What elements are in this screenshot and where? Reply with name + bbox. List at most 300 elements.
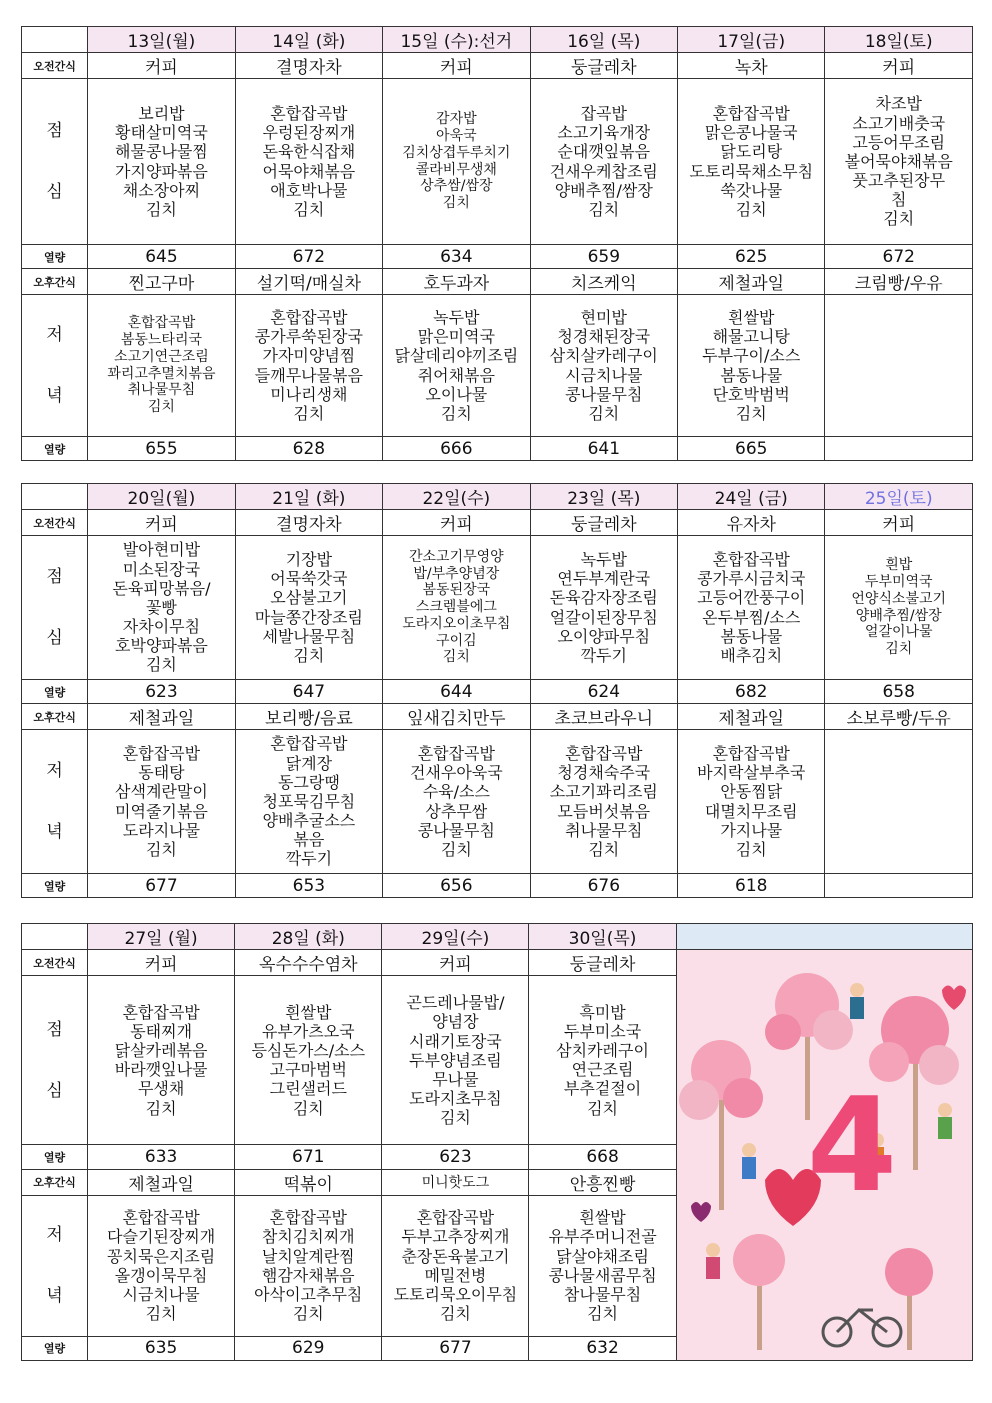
menu-item: 혼합잡곡밥 xyxy=(270,307,348,327)
kcal-label: 열량 xyxy=(22,245,88,269)
dinner-menu-cell xyxy=(825,295,973,437)
menu-item: 두부미소국 xyxy=(563,1021,642,1041)
date-cell: 29일(수) xyxy=(382,924,529,950)
menu-item: 청경채숙주국 xyxy=(557,763,651,783)
menu-item: 봄동나물 xyxy=(720,626,783,646)
menu-item: 순대깻잎볶음 xyxy=(557,142,651,162)
menu-item: 닭살야채조림 xyxy=(556,1246,649,1266)
dinner-label-bottom: 녁 xyxy=(46,1286,63,1307)
kcal-cell: 645 xyxy=(88,245,235,269)
menu-item: 소고기육개장 xyxy=(557,123,651,143)
menu-item: 취나물무침 xyxy=(127,382,196,399)
menu-item: 고등어무조림 xyxy=(852,132,946,152)
menu-item: 배추김치 xyxy=(720,645,783,665)
menu-item: 쑥갓나물 xyxy=(720,180,783,200)
date-cell: 23일 (목) xyxy=(530,484,677,510)
lunch-menu-cell xyxy=(530,536,677,680)
dinner-menu-cell xyxy=(88,295,235,437)
kcal-label: 열량 xyxy=(22,874,88,898)
pm-snack-cell: 소보루빵/두유 xyxy=(825,704,973,730)
am-snack-cell: 둥글레차 xyxy=(530,53,677,79)
menu-item: 소고기배춧국 xyxy=(852,113,946,133)
kcal-cell: 677 xyxy=(382,1336,529,1360)
kcal-cell: 628 xyxy=(235,437,382,461)
menu-item: 흰쌀밥 xyxy=(285,1002,332,1022)
kcal-cell: 658 xyxy=(825,680,973,704)
date-cell: 15일 (수):선거 xyxy=(383,27,530,53)
menu-item: 아욱국 xyxy=(436,127,477,144)
menu-item: 혼합잡곡밥 xyxy=(127,315,196,332)
menu-item: 봄동된장국 xyxy=(422,582,491,599)
menu-item: 흑미밥 xyxy=(579,1002,626,1022)
menu-item: 스크렘블에그 xyxy=(415,599,497,616)
am-snack-row xyxy=(22,950,973,976)
lunch-label-top: 점 xyxy=(46,1019,63,1040)
menu-item: 김치 xyxy=(735,839,767,859)
lunch-label-top: 점 xyxy=(46,120,63,141)
lunch-label xyxy=(22,536,88,680)
date-header-row xyxy=(22,484,973,510)
menu-item: 발아현미밥 xyxy=(122,540,201,560)
lunch-label-bottom: 심 xyxy=(46,1080,63,1101)
menu-item: 부추겉절이 xyxy=(563,1079,642,1099)
menu-item: 쥐어채볶음 xyxy=(417,365,495,385)
am-snack-cell: 커피 xyxy=(88,950,235,976)
pm-snack-label: 오후간식 xyxy=(22,1169,88,1195)
menu-item: 혼합잡곡밥 xyxy=(270,103,348,123)
menu-item: 감자밥 xyxy=(436,111,477,128)
pm-snack-cell: 치즈케익 xyxy=(530,269,677,295)
menu-item: 소고기꽈리조림 xyxy=(549,782,658,802)
menu-item: 밥/부추양념장 xyxy=(413,565,500,582)
menu-item: 유부주머니전골 xyxy=(548,1227,657,1247)
am-snack-cell: 옥수수수염차 xyxy=(235,950,382,976)
menu-item: 메밀전병 xyxy=(424,1265,487,1285)
menu-item: 혼합잡곡밥 xyxy=(416,1208,495,1228)
menu-item: 우렁된장찌개 xyxy=(262,123,356,143)
menu-item: 혼합잡곡밥 xyxy=(712,743,790,763)
menu-item: 김치 xyxy=(440,403,472,423)
menu-item: 볶음 xyxy=(293,830,325,850)
menu-item: 혼합잡곡밥 xyxy=(712,549,790,569)
menu-item: 김치 xyxy=(292,1304,324,1324)
date-cell: 30일(목) xyxy=(529,924,676,950)
pm-snack-cell: 초코브라우니 xyxy=(530,704,677,730)
menu-item: 콜라비무생채 xyxy=(415,161,497,178)
menu-item: 김치 xyxy=(885,641,913,658)
kcal-cell: 671 xyxy=(235,1145,382,1169)
menu-item: 안동찜닭 xyxy=(720,782,783,802)
week-3-table xyxy=(21,923,973,1361)
menu-item: 대멸치무조림 xyxy=(704,801,798,821)
lunch-menu-cell xyxy=(529,976,676,1145)
menu-item: 김치 xyxy=(883,209,915,229)
am-snack-cell: 둥글레차 xyxy=(530,510,677,536)
lunch-menu-cell xyxy=(88,79,235,245)
dinner-label xyxy=(22,1195,88,1336)
header-corner xyxy=(22,27,88,53)
lunch-menu-cell xyxy=(382,976,529,1145)
menu-item: 동태탕 xyxy=(138,763,185,783)
menu-item: 김치 xyxy=(735,403,767,423)
menu-item: 김치상겹두루치기 xyxy=(402,144,511,161)
menu-item: 오이양파무침 xyxy=(557,626,651,646)
menu-item: 김치 xyxy=(147,399,175,416)
menu-item: 김치 xyxy=(145,1098,177,1118)
lunch-menu-cell xyxy=(825,79,973,245)
pm-snack-cell: 크림빵/우유 xyxy=(825,269,973,295)
menu-item: 돈육감자장조림 xyxy=(549,588,658,608)
menu-item: 김치 xyxy=(145,1304,177,1324)
menu-item: 혼합잡곡밥 xyxy=(122,1208,200,1228)
lunch-menu-cell xyxy=(678,79,825,245)
date-cell: 28일 (화) xyxy=(235,924,382,950)
menu-item: 유부가츠오국 xyxy=(261,1021,355,1041)
menu-item: 어묵쑥갓국 xyxy=(270,569,348,589)
date-cell: 20일(월) xyxy=(88,484,235,510)
date-cell-saturday: 25일(토) xyxy=(825,484,973,510)
menu-item: 고등어깐풍구이 xyxy=(697,588,806,608)
kcal-cell: 625 xyxy=(678,245,825,269)
menu-item: 건새우케찹조림 xyxy=(549,161,658,181)
menu-item: 김치 xyxy=(587,1304,619,1324)
menu-item: 김치 xyxy=(293,645,325,665)
pm-snack-cell: 미니핫도그 xyxy=(382,1169,529,1195)
kcal-cell: 632 xyxy=(529,1336,676,1360)
menu-item: 단호박범벅 xyxy=(712,384,790,404)
menu-item: 바지락살부추국 xyxy=(697,763,806,783)
date-header-row xyxy=(22,924,973,950)
dinner-label-bottom: 녁 xyxy=(46,821,63,842)
am-snack-cell: 결명자차 xyxy=(235,53,382,79)
menu-item: 날치알계란찜 xyxy=(261,1246,355,1266)
am-snack-cell: 커피 xyxy=(383,53,530,79)
kcal-cell xyxy=(825,874,973,898)
menu-item: 현미밥 xyxy=(580,307,627,327)
menu-item: 도토리묵오이무침 xyxy=(393,1284,518,1304)
am-snack-cell: 유자차 xyxy=(678,510,825,536)
menu-item: 맑은콩나물국 xyxy=(704,123,798,143)
kcal-cell: 644 xyxy=(383,680,530,704)
menu-item: 김치 xyxy=(442,195,470,212)
dinner-label-top: 저 xyxy=(46,760,63,781)
lunch-menu-cell xyxy=(235,976,382,1145)
menu-item: 호박양파볶음 xyxy=(115,636,208,656)
menu-item: 김치 xyxy=(588,839,620,859)
dinner-menu-cell xyxy=(678,730,825,874)
am-snack-label: 오전간식 xyxy=(22,53,88,79)
menu-item: 연두부계란국 xyxy=(557,569,651,589)
am-snack-cell: 커피 xyxy=(382,950,529,976)
lunch-menu-cell xyxy=(235,536,382,680)
menu-item: 소고기연근조림 xyxy=(114,348,209,365)
dinner-menu-cell xyxy=(382,1195,529,1336)
menu-item: 상추쌈/쌈장 xyxy=(420,178,493,195)
menu-item: 시금치나물 xyxy=(122,1284,200,1304)
menu-item: 애호박나물 xyxy=(270,180,348,200)
menu-item: 기장밥 xyxy=(285,549,333,569)
lunch-row xyxy=(22,536,973,680)
menu-item: 언양식소불고기 xyxy=(851,590,947,607)
lunch-label-bottom: 심 xyxy=(46,627,63,648)
am-snack-cell: 커피 xyxy=(88,53,235,79)
menu-item: 보리밥 xyxy=(138,103,185,123)
am-snack-row xyxy=(22,510,973,536)
menu-item: 세발나물무침 xyxy=(262,626,356,646)
kcal-cell: 623 xyxy=(88,680,235,704)
menu-item: 도라지오이초무침 xyxy=(402,615,511,632)
am-snack-label: 오전간식 xyxy=(22,950,88,976)
menu-item: 김치 xyxy=(292,1098,324,1118)
menu-item: 혼합잡곡밥 xyxy=(122,1002,200,1022)
week-2-table xyxy=(21,483,973,898)
menu-item: 어묵야채볶음 xyxy=(262,161,356,181)
am-snack-cell: 둥글레차 xyxy=(529,950,676,976)
dinner-menu-cell xyxy=(383,730,530,874)
menu-item: 콩나물새콤무침 xyxy=(548,1265,657,1285)
kcal-cell: 676 xyxy=(530,874,677,898)
date-cell: 21일 (화) xyxy=(235,484,382,510)
menu-item: 가지양파볶음 xyxy=(115,161,208,181)
menu-item: 두부양념조림 xyxy=(409,1050,502,1070)
week-1-table xyxy=(21,26,973,461)
pm-snack-label: 오후간식 xyxy=(22,269,88,295)
menu-item: 시금치나물 xyxy=(565,365,643,385)
menu-item: 청포묵김무침 xyxy=(262,791,356,811)
dinner-row xyxy=(22,295,973,437)
kcal-cell: 633 xyxy=(88,1145,235,1169)
menu-item: 온두부찜/소스 xyxy=(702,607,801,627)
menu-item: 간소고기무영양 xyxy=(409,548,504,565)
dinner-label xyxy=(22,730,88,874)
dinner-menu-cell xyxy=(530,295,677,437)
dinner-menu-cell xyxy=(530,730,677,874)
menu-item: 도라지나물 xyxy=(122,820,201,840)
menu-item: 닭도리탕 xyxy=(720,142,783,162)
dinner-menu-cell xyxy=(88,730,235,874)
dinner-menu-cell xyxy=(235,1195,382,1336)
menu-item: 양배추굴소스 xyxy=(262,811,356,831)
menu-item: 맑은미역국 xyxy=(417,327,495,347)
menu-item: 꽁치묵은지조림 xyxy=(107,1246,216,1266)
menu-item: 구이김 xyxy=(436,632,477,649)
menu-item: 닭살데리야끼조림 xyxy=(394,346,519,366)
menu-item: 햄감자채볶음 xyxy=(261,1265,355,1285)
lunch-kcal-row xyxy=(22,245,973,269)
am-snack-cell: 커피 xyxy=(88,510,235,536)
lunch-label-top: 점 xyxy=(46,566,63,587)
menu-item: 청경채된장국 xyxy=(557,327,651,347)
menu-item: 동태찌개 xyxy=(130,1021,193,1041)
menu-item: 김치 xyxy=(293,403,325,423)
dinner-kcal-row xyxy=(22,437,973,461)
menu-item: 바라깻잎나물 xyxy=(114,1060,208,1080)
menu-item: 콩나물무침 xyxy=(417,820,495,840)
menu-item: 김치 xyxy=(588,403,620,423)
menu-item: 양배추찜/쌈장 xyxy=(855,607,942,624)
date-cell: 27일 (월) xyxy=(88,924,235,950)
menu-item: 김치 xyxy=(145,199,177,219)
kcal-cell: 666 xyxy=(383,437,530,461)
lunch-label-bottom: 심 xyxy=(46,181,63,202)
menu-item: 김치 xyxy=(293,199,325,219)
menu-item: 채소장아찌 xyxy=(122,180,201,200)
menu-item: 모듬버섯볶음 xyxy=(557,801,651,821)
menu-item: 삼치카레구이 xyxy=(556,1041,649,1061)
dinner-menu-cell xyxy=(529,1195,676,1336)
menu-item: 삼치살카레구이 xyxy=(549,346,658,366)
menu-item: 풋고추된장무 xyxy=(852,171,946,191)
poster-graphic xyxy=(677,950,973,1360)
kcal-cell: 618 xyxy=(678,874,825,898)
dinner-label-top: 저 xyxy=(46,1225,63,1245)
menu-item: 그린샐러드 xyxy=(269,1079,347,1099)
menu-item: 흰쌀밥 xyxy=(579,1208,626,1228)
kcal-cell: 641 xyxy=(530,437,677,461)
menu-item: 등심돈가스/소스 xyxy=(251,1041,366,1061)
pm-snack-cell: 찐고구마 xyxy=(88,269,235,295)
kcal-cell: 677 xyxy=(88,874,235,898)
pm-snack-cell: 제철과일 xyxy=(88,1169,235,1195)
menu-item: 김치 xyxy=(439,1108,471,1128)
dinner-menu-cell xyxy=(383,295,530,437)
menu-item: 깍두기 xyxy=(580,645,627,665)
pm-snack-cell: 호두과자 xyxy=(383,269,530,295)
kcal-label: 열량 xyxy=(22,680,88,704)
date-header-row xyxy=(22,27,973,53)
menu-item: 혼합잡곡밥 xyxy=(417,743,495,763)
menu-item: 도토리묵채소무침 xyxy=(689,161,814,181)
menu-item: 무생채 xyxy=(137,1079,185,1099)
menu-item: 황태살미역국 xyxy=(115,123,208,143)
date-cell: 13일(월) xyxy=(88,27,235,53)
menu-item: 아삭이고추무침 xyxy=(254,1284,363,1304)
menu-item: 양배추찜/쌈장 xyxy=(554,180,653,200)
menu-item: 꽈리고추멸치볶음 xyxy=(107,365,216,382)
menu-item: 얼갈이된장무침 xyxy=(549,607,658,627)
menu-item: 김치 xyxy=(587,1098,619,1118)
dinner-menu-cell xyxy=(678,295,825,437)
lunch-menu-cell xyxy=(88,536,235,680)
menu-item: 다슬기된장찌개 xyxy=(107,1227,216,1247)
menu-item: 돈육한식잡채 xyxy=(262,142,356,162)
kcal-label: 열량 xyxy=(22,1145,88,1169)
pm-snack-cell: 제철과일 xyxy=(678,704,825,730)
pm-snack-cell: 제철과일 xyxy=(678,269,825,295)
menu-item: 자차이무침 xyxy=(122,617,201,637)
pm-snack-cell: 설기떡/매실차 xyxy=(235,269,382,295)
menu-item: 혼합잡곡밥 xyxy=(270,734,348,754)
menu-item: 봄동느타리국 xyxy=(120,331,202,348)
menu-item: 돈육피망볶음/ xyxy=(112,578,211,598)
header-corner xyxy=(22,924,88,950)
kcal-cell: 623 xyxy=(382,1145,529,1169)
poster-number: 4 xyxy=(806,1069,897,1221)
pm-snack-row xyxy=(22,269,973,295)
menu-item: 두부구이/소스 xyxy=(702,346,801,366)
menu-item: 시래기토장국 xyxy=(409,1031,502,1051)
dinner-row xyxy=(22,730,973,874)
lunch-kcal-row xyxy=(22,680,973,704)
menu-item: 혼합잡곡밥 xyxy=(269,1208,347,1228)
kcal-cell: 656 xyxy=(383,874,530,898)
menu-item: 콩나물무침 xyxy=(565,384,643,404)
menu-item: 혼합잡곡밥 xyxy=(122,743,201,763)
am-snack-cell: 커피 xyxy=(825,510,973,536)
pm-snack-row xyxy=(22,704,973,730)
menu-item: 해물고니탕 xyxy=(712,327,790,347)
kcal-cell: 672 xyxy=(825,245,973,269)
kcal-cell: 682 xyxy=(678,680,825,704)
lunch-menu-cell xyxy=(383,536,530,680)
menu-item: 차조밥 xyxy=(875,94,922,114)
spring-poster-illustration xyxy=(676,950,972,1361)
kcal-label: 열량 xyxy=(22,437,88,461)
menu-item: 혼합잡곡밥 xyxy=(565,743,643,763)
kcal-cell xyxy=(825,437,973,461)
menu-item: 김치 xyxy=(439,1304,471,1324)
pm-snack-cell: 안흥찐빵 xyxy=(529,1169,676,1195)
menu-item: 미역줄기볶음 xyxy=(115,801,208,821)
menu-item: 마늘쫑간장조림 xyxy=(254,607,363,627)
menu-item: 볼어묵야채볶음 xyxy=(844,151,953,171)
dinner-kcal-row xyxy=(22,874,973,898)
menu-item: 김치 xyxy=(588,199,620,219)
kcal-label: 열량 xyxy=(22,1336,88,1360)
menu-item: 취나물무침 xyxy=(565,820,643,840)
lunch-menu-cell xyxy=(235,79,382,245)
lunch-row xyxy=(22,79,973,245)
dinner-label xyxy=(22,295,88,437)
kcal-cell: 672 xyxy=(235,245,382,269)
menu-item: 닭계장 xyxy=(285,753,333,773)
menu-item: 흰밥 xyxy=(885,557,913,574)
lunch-menu-cell xyxy=(383,79,530,245)
menu-item: 가자미양념찜 xyxy=(262,346,356,366)
menu-item: 흰쌀밥 xyxy=(728,307,775,327)
date-cell: 14일 (화) xyxy=(235,27,382,53)
menu-item: 양념장 xyxy=(432,1012,479,1032)
menu-item: 들깨무나물볶음 xyxy=(254,365,363,385)
menu-item: 건새우아욱국 xyxy=(409,763,503,783)
menu-item: 꽃빵 xyxy=(145,597,177,617)
menu-item: 김치 xyxy=(145,839,177,859)
pm-snack-cell: 떡볶이 xyxy=(235,1169,382,1195)
lunch-label xyxy=(22,79,88,245)
pm-snack-cell: 보리빵/음료 xyxy=(235,704,382,730)
kcal-cell: 647 xyxy=(235,680,382,704)
am-snack-label: 오전간식 xyxy=(22,510,88,536)
menu-item: 올갱이묵무침 xyxy=(114,1265,208,1285)
dinner-menu-cell xyxy=(825,730,973,874)
lunch-menu-cell xyxy=(88,976,235,1145)
menu-item: 녹두밥 xyxy=(433,307,480,327)
menu-item: 무나물 xyxy=(432,1069,479,1089)
menu-item: 곤드레나물밥/ xyxy=(406,993,505,1013)
menu-item: 가지나물 xyxy=(720,820,783,840)
lunch-menu-cell xyxy=(530,79,677,245)
menu-item: 깍두기 xyxy=(285,849,333,869)
kcal-cell: 668 xyxy=(529,1145,676,1169)
menu-item: 참치김치찌개 xyxy=(261,1227,355,1247)
menu-item: 연근조림 xyxy=(571,1060,634,1080)
date-cell: 18일(토) xyxy=(825,27,973,53)
am-snack-row xyxy=(22,53,973,79)
kcal-cell: 655 xyxy=(88,437,235,461)
kcal-cell: 653 xyxy=(235,874,382,898)
menu-item: 김치 xyxy=(440,839,472,859)
pm-snack-cell: 제철과일 xyxy=(88,704,235,730)
